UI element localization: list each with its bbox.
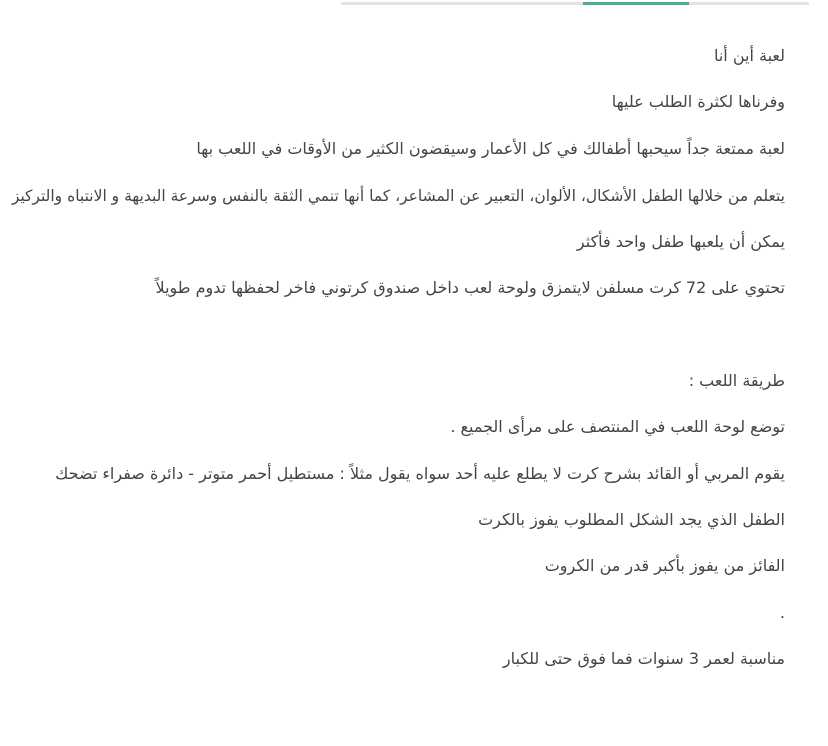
description-line: يقوم المربي أو القائد بشرح كرت لا يطلع عليه أحد سواه يقول مثلاً : مستطيل أحمر متوتر - دائرة صفراء تضحك <box>55 464 785 483</box>
description-line: تحتوي على 72 كرت مسلفن لايتمزق ولوحة لعب داخل صندوق كرتوني فاخر لحفظها تدوم طويلاً <box>155 278 785 297</box>
description-line: وفرناها لكثرة الطلب عليها <box>611 92 785 111</box>
tab-strip <box>341 2 809 5</box>
description-line: يمكن أن يلعبها طفل واحد فأكثر <box>576 232 785 251</box>
description-line: الفائز من يفوز بأكبر قدر من الكروت <box>544 556 785 575</box>
description-line: يتعلم من خلالها الطفل الأشكال، الألوان، التعبير عن المشاعر، كما أنها تنمي الثقة بالنفس وسرعة البديهة و الانتباه والتركيز <box>11 187 785 205</box>
description-line: لعبة أين أنا <box>713 46 785 65</box>
description-line: . <box>779 603 785 622</box>
description-line: الطفل الذي يجد الشكل المطلوب يفوز بالكرت <box>478 510 785 529</box>
description-line: مناسبة لعمر 3 سنوات فما فوق حتى للكبار <box>502 649 785 668</box>
active-tab-indicator <box>583 2 689 5</box>
description-line: توضع لوحة اللعب في المنتصف على مرأى الجميع . <box>450 417 785 436</box>
section-heading: طريقة اللعب : <box>688 371 785 390</box>
description-line: لعبة ممتعة جداً سيحبها أطفالك في كل الأعمار وسيقضون الكثير من الأوقات في اللعب بها <box>196 139 785 158</box>
